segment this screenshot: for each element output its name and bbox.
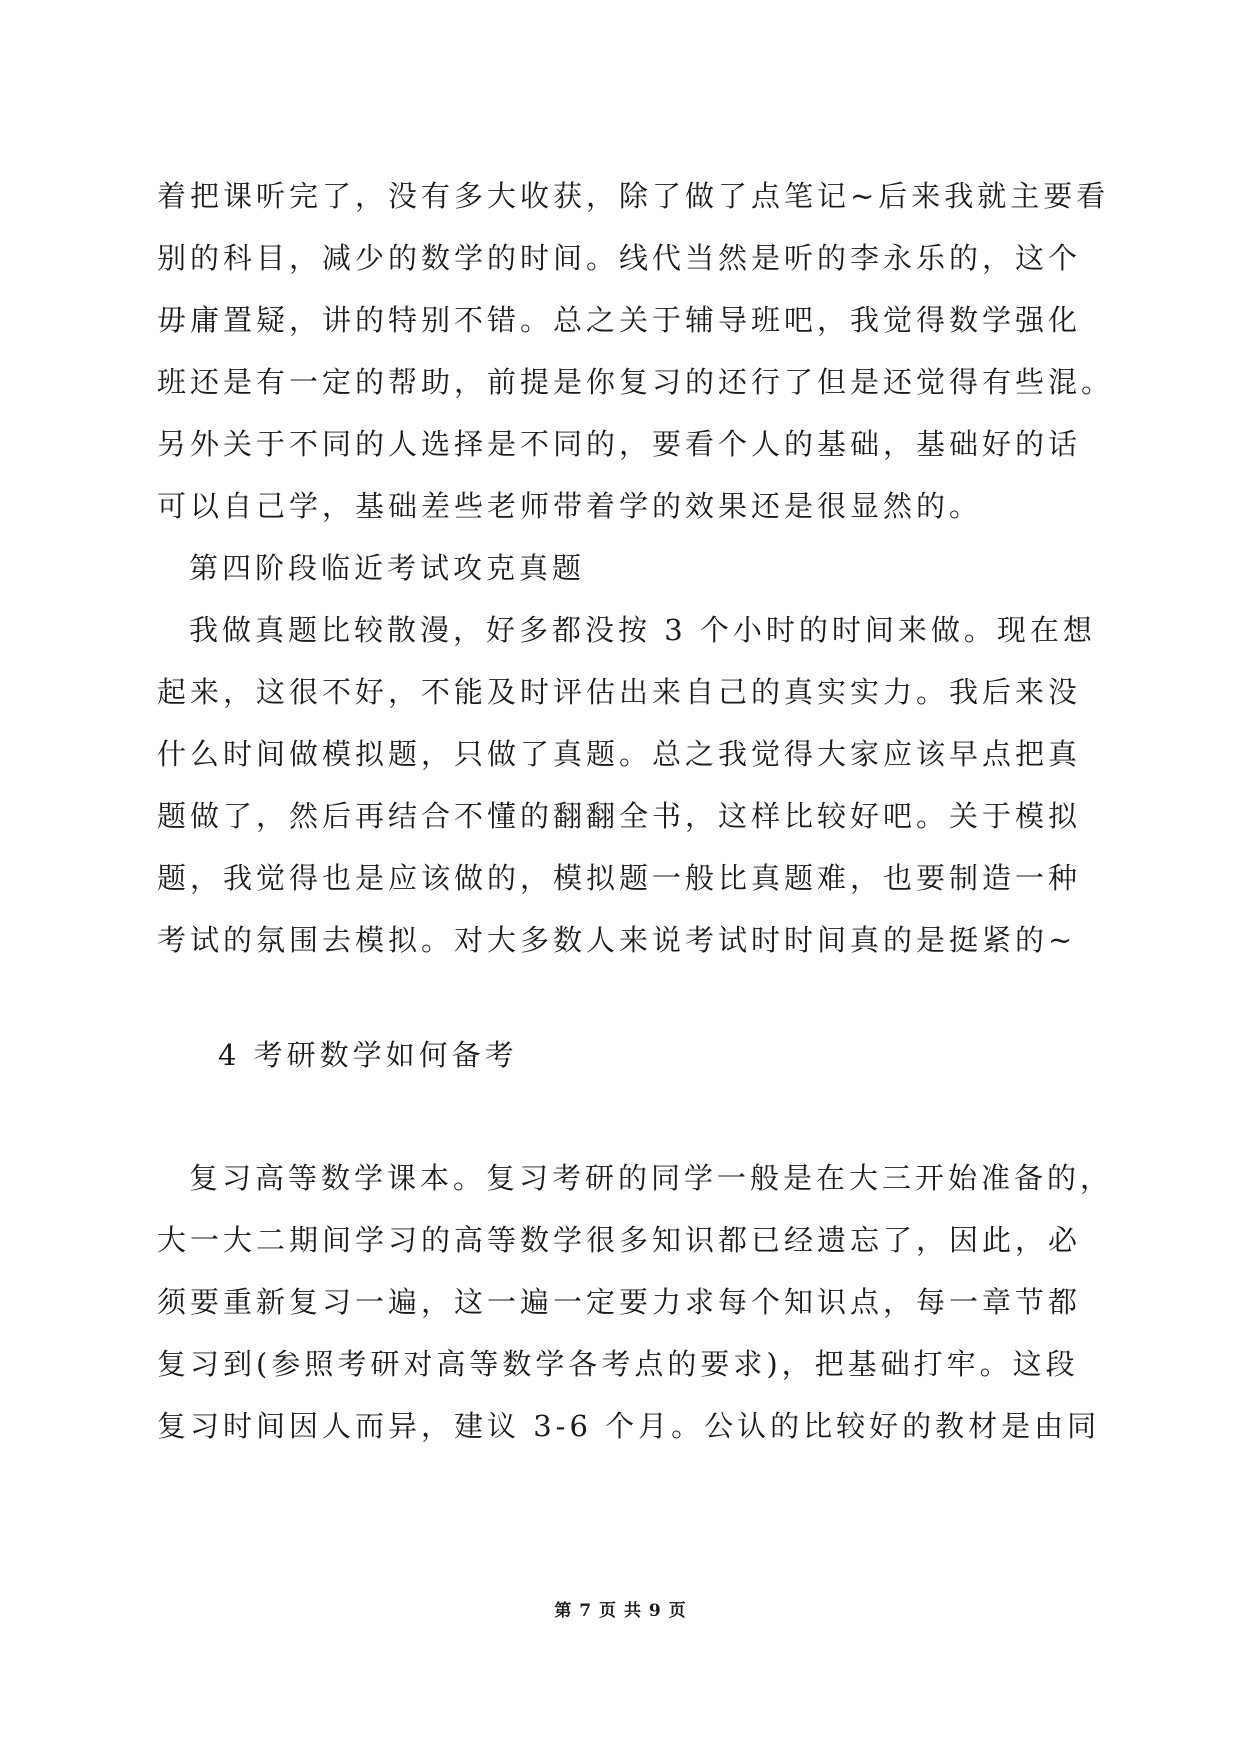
body-line: 考试的氛围去模拟。对大多数人来说考试时时间真的是挺紧的~ [157, 923, 1077, 957]
body-line: 复习到(参照考研对高等数学各考点的要求)，把基础打牢。这段 [157, 1347, 1079, 1381]
body-line: 题做了，然后再结合不懂的翻翻全书，这样比较好吧。关于模拟 [157, 799, 1082, 833]
body-line: 班还是有一定的帮助，前提是你复习的还行了但是还觉得有些混。 [157, 365, 1115, 399]
stage-heading: 第四阶段临近考试攻克真题 [189, 551, 586, 585]
body-line: 复习时间因人而异，建议 3-6 个月。公认的比较好的教材是由同 [157, 1409, 1101, 1443]
body-line: 我做真题比较散漫，好多都没按 3 个小时的时间来做。现在想 [189, 613, 1096, 647]
body-line: 须要重新复习一遍，这一遍一定要力求每个知识点，每一章节都 [157, 1285, 1082, 1319]
body-line: 起来，这很不好，不能及时评估出来自己的真实实力。我后来没 [157, 675, 1082, 709]
body-line: 毋庸置疑，讲的特别不错。总之关于辅导班吧，我觉得数学强化 [157, 303, 1082, 337]
body-line: 别的科目，减少的数学的时间。线代当然是听的李永乐的，这个 [157, 241, 1082, 275]
body-line: 什么时间做模拟题，只做了真题。总之我觉得大家应该早点把真 [157, 737, 1082, 771]
body-line: 着把课听完了，没有多大收获，除了做了点笔记~后来我就主要看 [157, 179, 1110, 213]
body-line: 大一大二期间学习的高等数学很多知识都已经遗忘了，因此，必 [157, 1223, 1082, 1257]
body-line: 复习高等数学课本。复习考研的同学一般是在大三开始准备的， [189, 1161, 1114, 1195]
page-number: 第 7 页 共 9 页 [554, 1601, 687, 1621]
section-heading: 4 考研数学如何备考 [218, 1038, 518, 1072]
body-line: 可以自己学，基础差些老师带着学的效果还是很显然的。 [157, 489, 983, 523]
body-line: 另外关于不同的人选择是不同的，要看个人的基础，基础好的话 [157, 427, 1082, 461]
body-line: 题，我觉得也是应该做的，模拟题一般比真题难，也要制造一种 [157, 861, 1082, 895]
